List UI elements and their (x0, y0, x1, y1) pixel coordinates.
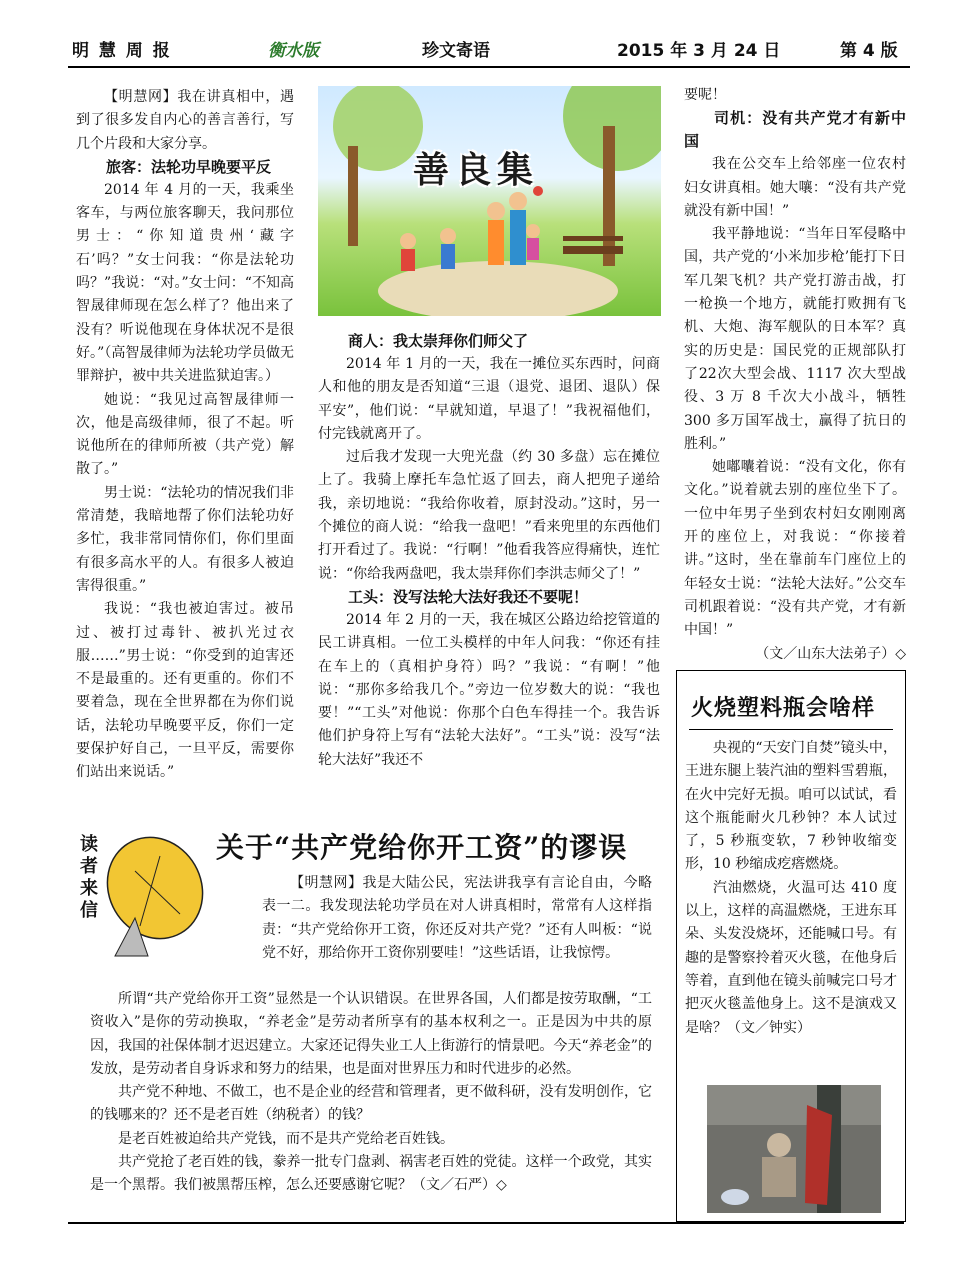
paragraph: 我说：“我也被迫害过。被吊过、被打过毒针、被扒光过衣服……”男士说：“你受到的迫害还不是最重的。还有更重的。你们不要着急，现在全世界都在为你们说话，法轮功早晚要平反，你们一定要保护好自己，一旦平反，需要你们站出来说话。” (76, 601, 294, 781)
paragraph: 央视的“天安门自焚”镜头中，王进东腿上装汽油的塑料雪碧瓶，在火中完好无损。咱可以试试，看这个瓶能耐火几秒钟？本人试过了，5 秒瓶变软，7 秒钟收缩变形，10 秒缩成疙瘩燃烧。 (685, 740, 897, 873)
paragraph: 共产党不种地、不做工，也不是企业的经营和管理者，更不做科研，没有发明创作，它的钱哪来的？还不是老百姓（纳税者）的钱？ (90, 1084, 652, 1124)
column-3 (684, 84, 906, 666)
sidebar-title-rule (689, 729, 893, 730)
edition-label: 衡水版 (268, 41, 319, 61)
paragraph: 我在公交车上给邻座一位农村妇女讲真相。她大嚷：“没有共产党就没有新中国！” (684, 156, 906, 219)
label-char: 读 (80, 834, 98, 855)
paragraph: 所谓“共产党给你开工资”显然是一个认识错误。在世界各国，人们都是按劳取酬，“工资收入”是你的劳动换取，“养老金”是劳动者所享有的基本权利之一。正是因为中共的原因，我国的社保体制才迟迟建立。大家还记得失业工人上街游行的情景吧。今天“养老金”的发放，是劳动者自身诉求和努力的结果，也是面对世界压力和时代进步的必然。 (90, 991, 652, 1077)
sidebar-box (676, 670, 906, 1222)
issue-date: 2015 年 3 月 24 日 (617, 41, 781, 61)
paragraph: 是老百姓被迫给共产党钱，而不是共产党给老百姓钱。 (118, 1130, 454, 1147)
paragraph: 她说：“我见过高智晟律师一次，他是高级律师，很了不起。听说他所在的律师所被（共产党）解散了。” (76, 391, 294, 478)
paragraph: 2014 年 4 月的一天，我乘坐客车，与两位旅客聊天，我问那位男士：“你知道贵州‘藏字石’吗？”女士问我：“你是法轮功吗？”我说：“对。”女士问：“不知高智晟律师现在怎么样了？他出来了没有？听说他现在身体状况不是很好。”（高智晟律师为法轮功学员做无罪辩护，被中共关进监狱迫害。） (76, 181, 294, 385)
paragraph: 她嘟囔着说：“没有文化，你有文化。”说着就去别的座位坐下了。一位中年男子坐到农村妇女刚刚离开的座位上，对我说：“你接着讲。”这时，坐在靠前车门座位上的年轻女士说：“法轮大法好。”公交车司机跟着说：“没有共产党，才有新中国！” (684, 459, 906, 639)
paragraph: 共产党抢了老百姓的钱，豢养一批专门盘剥、祸害老百姓的党徒。这样一个政党，其实是一个黑帮。我们被黑帮压榨，怎么还要感谢它呢？（文／石严）◇ (90, 1154, 652, 1194)
sidebar-text (685, 737, 897, 1040)
paragraph: 过后我才发现一大兜光盘（约 30 多盘）忘在摊位上了。我骑上摩托车急忙返了回去，商人把兜子递给我，亲切地说：“我给你收着，原封没动。”这时，另一个摊位的商人说：“给我一盘吧！”看来兜里的东西他们打开看过了。我说：“行啊！”他看我答应得痛快，连忙说：“你给我两盘吧，我太崇拜你们李洪志师父了！” (318, 449, 660, 582)
illustration-title: 善良集 (413, 149, 540, 191)
paragraph: 2014 年 2 月的一天，我在城区公路边给挖管道的民工讲真相。一位工头模样的中年人问我：“你还有挂在车上的（真相护身符）吗？”我说：“有啊！”他说：“那你多给我几个。”旁边一位岁数大的说：“我也要！”“工头”对他说：你那个白色车得挂一个。我告诉他们护身符上写有“法轮大法好”。“工头”说：没写“法轮大法好”我还不 (318, 611, 660, 768)
signature: （文／山东大法弟子）◇ (755, 645, 906, 662)
sidebar-title: 火烧塑料瓶会啥样 (691, 695, 876, 721)
park-scene-image (318, 86, 661, 316)
masthead: 明 慧 周 报 (72, 41, 172, 61)
satellite-dish-icon (100, 826, 205, 961)
label-char: 来 (80, 878, 98, 899)
header-rule (68, 66, 910, 68)
paragraph: 2014 年 1 月的一天，我在一摊位买东西时，问商人和他的朋友是否知道“三退（退党、退团、退队）保平安”，他们说：“早就知道，早退了！”我祝福他们，付完钱就离开了。 (318, 356, 660, 442)
story-title-traveler: 旅客：法轮功早晚要平反 (106, 157, 272, 176)
continued-text: 要呢！ (684, 87, 726, 103)
page-number: 第 4 版 (840, 41, 898, 61)
footer-rule (68, 1222, 904, 1224)
story-title-merchant: 商人：我太崇拜你们师父了 (348, 332, 529, 350)
paragraph: 【明慧网】我是大陆公民，宪法讲我享有言论自由，今略表一二。我发现法轮功学员在对人讲真相时，常常有人这样指责：“共产党给你开工资，你还反对共产党？”还有人叫板：“说党不好，那给你开工资你别要哇！”这些话语，让我惊愕。 (262, 875, 652, 961)
column-2 (318, 330, 660, 772)
page-header (72, 36, 912, 64)
letter-body (90, 988, 652, 1198)
label-char: 信 (80, 900, 98, 921)
self-immolation-photo (707, 1085, 881, 1213)
paragraph: 汽油燃烧，火温可达 410 度以上，这样的高温燃烧，王进东耳朵、头发没烧坏，还能喊口号。有趣的是警察拎着灭火毯，在他身后等着，直到他在镜头前喊完口号才把灭火毯盖他身上。这不是演戏又是啥？（文／钟实） (685, 879, 897, 1036)
illustration-kindness (318, 86, 661, 316)
paragraph: 我平静地说：“当年日军侵略中国，共产党的‘小米加步枪’能打下日军几架飞机？共产党打游击战，打一枪换一个地方，就能打败拥有飞机、大炮、海军舰队的日本军？真实的历史是：国民党的正规部队打了22次大型会战、1117 次大型战役、3 万 8 千次大小战斗，牺牲 300 多万国军战士，赢得了抗日的胜利。” (684, 226, 906, 452)
section-label: 珍文寄语 (422, 41, 490, 61)
story-title-foreman: 工头：没写法轮大法好我还不要呢！ (348, 587, 589, 606)
label-char: 者 (80, 856, 98, 877)
readers-letters-label (78, 834, 100, 922)
paragraph: 男士说：“法轮功的情况我们非常清楚，我暗地帮了你们法轮功好多忙，我非常同情你们，你们里面有很多高水平的人。有很多人被迫害得很重。” (76, 484, 294, 594)
column-1 (76, 86, 294, 785)
story-title-driver: 司机：没有共产党才有新中国 (684, 109, 906, 151)
intro-paragraph: 【明慧网】我在讲真相中，遇到了很多发自内心的善言善行，写几个片段和大家分享。 (76, 89, 294, 152)
letter-lead (262, 872, 652, 965)
letter-title: 关于“共产党给你开工资”的谬误 (216, 831, 628, 864)
